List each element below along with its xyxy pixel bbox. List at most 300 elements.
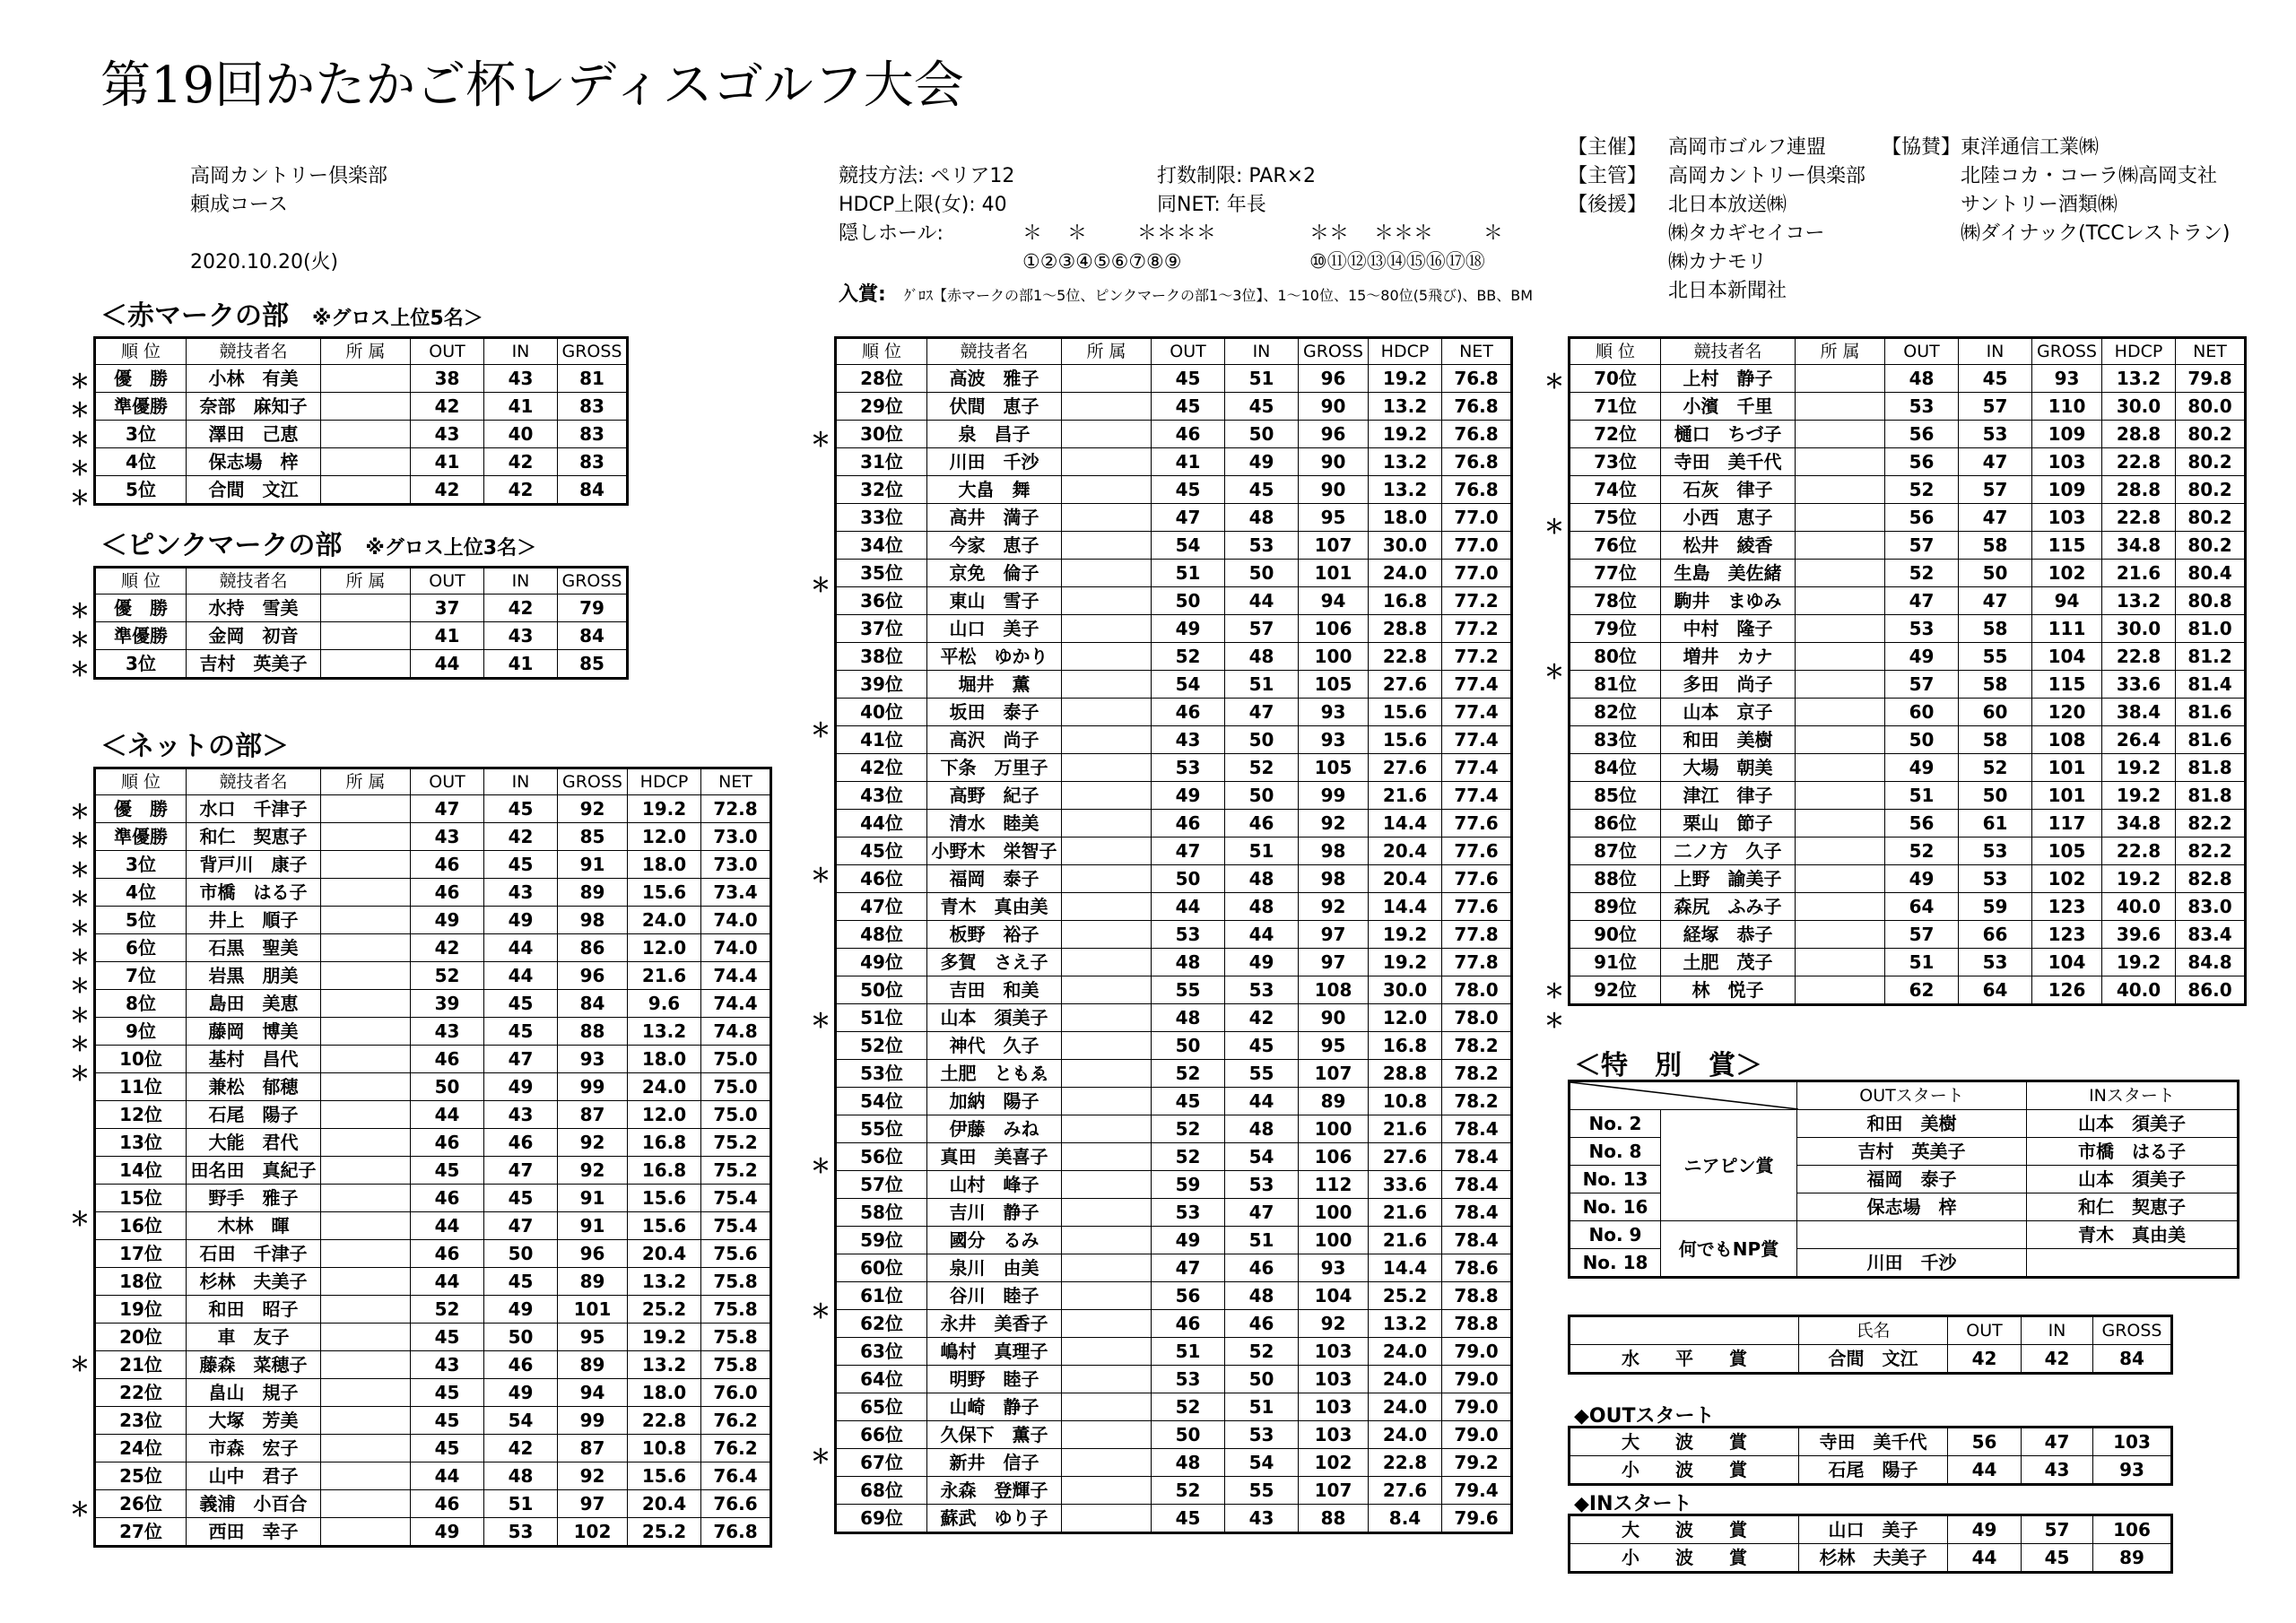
gross-cell: 93: [558, 1046, 628, 1073]
hdcp-cell: 19.2: [628, 795, 701, 823]
rank-cell: 23位: [95, 1407, 187, 1435]
rank-cell: 3位: [95, 421, 187, 448]
out-start-header: OUTスタート: [1797, 1081, 2027, 1110]
club-cell: [1796, 949, 1885, 976]
out-cell: 42: [411, 476, 484, 505]
prize-marker: ＊: [70, 487, 91, 510]
gross-cell: 92: [1299, 810, 1369, 838]
club-cell: [321, 1185, 411, 1212]
hdcp-cell: 12.0: [628, 934, 701, 962]
name-cell: 嶋村 真理子: [927, 1338, 1062, 1366]
name-cell: 高沢 尚子: [927, 726, 1062, 754]
net-cell: 74.4: [701, 990, 771, 1018]
out-cell: 46: [411, 1240, 484, 1268]
net-cell: 77.4: [1442, 726, 1512, 754]
rank-cell: 5位: [95, 476, 187, 505]
in-cell: 47: [1959, 504, 2032, 532]
in-cell: 52: [1225, 754, 1299, 782]
table-row: [836, 393, 1512, 421]
out-cell: 47: [1152, 838, 1225, 865]
out-header: OUT: [411, 338, 484, 365]
out-cell: 56: [1885, 810, 1959, 838]
rank-cell: 27位: [95, 1518, 187, 1547]
out-header: OUT: [1152, 338, 1225, 365]
rank-cell: 37位: [836, 615, 927, 643]
hdcp-cell: 14.4: [1369, 1254, 1442, 1282]
table-row: [95, 1435, 771, 1462]
hdcp-cell: 40.0: [2102, 976, 2176, 1005]
gross-cell: 101: [558, 1296, 628, 1324]
in-cell: 48: [1225, 1282, 1299, 1310]
in-cell: 60: [1959, 699, 2032, 726]
out-cell: 52: [1152, 1477, 1225, 1505]
in-cell: 46: [1225, 1254, 1299, 1282]
table-row: [1570, 365, 2246, 393]
gross-cell: 79: [558, 595, 628, 622]
hdcp-cell: 21.6: [1369, 1199, 1442, 1227]
rank-cell: 19位: [95, 1296, 187, 1324]
out-cell: 47: [1152, 504, 1225, 532]
net-cell: 77.0: [1442, 504, 1512, 532]
in-cell: 53: [484, 1518, 558, 1547]
table-row: [1570, 587, 2246, 615]
gross-cell: 91: [558, 851, 628, 879]
table-row: [1570, 893, 2246, 921]
prize-marker: ＊: [70, 1034, 91, 1057]
name-cell: 大場 朝美: [1661, 754, 1796, 782]
gross-cell: 112: [1299, 1171, 1369, 1199]
out-cell: 45: [411, 1407, 484, 1435]
hidden-hole-label: 隠しホール:: [839, 222, 944, 245]
hdcp-cell: 24.0: [1369, 1421, 1442, 1449]
out-cell: 46: [1152, 810, 1225, 838]
name-cell: 保志場 梓: [187, 448, 321, 476]
hdcp-cell: 22.8: [2102, 643, 2176, 671]
net-cell: 77.6: [1442, 865, 1512, 893]
out-cell: 56: [1885, 448, 1959, 476]
gross-cell: 102: [2032, 865, 2102, 893]
name-cell: 栗山 節子: [1661, 810, 1796, 838]
gross-cell: 107: [1299, 1477, 1369, 1505]
club-cell: [1796, 810, 1885, 838]
red-title: ＜赤マークの部: [100, 300, 289, 332]
prize-marker: ＊: [811, 1445, 831, 1469]
in-cell: 46: [484, 1351, 558, 1379]
hdcp-cell: 34.8: [2102, 810, 2176, 838]
name-cell: 兼松 郁穂: [187, 1073, 321, 1101]
rank-cell: 22位: [95, 1379, 187, 1407]
gross-cell: 92: [1299, 893, 1369, 921]
rank-cell: 28位: [836, 365, 927, 393]
out-cell: 43: [411, 1351, 484, 1379]
name-cell: 青木 真由美: [927, 893, 1062, 921]
name-cell: 樋口 ちづ子: [1661, 421, 1796, 448]
rank-cell: 64位: [836, 1366, 927, 1393]
gross-cell: 86: [558, 934, 628, 962]
club-cell: [321, 1324, 411, 1351]
hdcp-cell: 28.8: [2102, 476, 2176, 504]
name-header: 競技者名: [187, 768, 321, 795]
out-cell: 50: [1885, 726, 1959, 754]
rank-cell: 38位: [836, 643, 927, 671]
net-cell: 77.4: [1442, 699, 1512, 726]
out-cell: 52: [1152, 1393, 1225, 1421]
in-cell: 50: [484, 1240, 558, 1268]
table-row: [836, 1227, 1512, 1254]
table-row: [95, 393, 628, 421]
support-label: 【後援】: [1568, 194, 1648, 216]
in-cell: 49: [1225, 448, 1299, 476]
gross-cell: 101: [1299, 560, 1369, 587]
gross-cell: 126: [2032, 976, 2102, 1005]
out-cell: 44: [411, 1462, 484, 1490]
name-cell: 加納 陽子: [927, 1088, 1062, 1115]
gross-cell: 93: [1299, 726, 1369, 754]
out-cell: 47: [1885, 587, 1959, 615]
gross-header: GROSS: [558, 338, 628, 365]
net-cell: 77.6: [1442, 893, 1512, 921]
net-cell: 81.4: [2176, 671, 2246, 699]
pink-section-title: [100, 530, 537, 561]
rank-cell: 31位: [836, 448, 927, 476]
gross-cell: 90: [1299, 1004, 1369, 1032]
out-cell: 46: [411, 1185, 484, 1212]
in-cell: 51: [1225, 365, 1299, 393]
wave-in: 45: [2022, 1544, 2093, 1573]
name-cell: 寺田 美千代: [1661, 448, 1796, 476]
net-cell: 78.2: [1442, 1032, 1512, 1060]
club-header: 所 属: [321, 338, 411, 365]
gross-cell: 100: [1299, 1115, 1369, 1143]
rank-cell: 3位: [95, 851, 187, 879]
club-cell: [1062, 1032, 1152, 1060]
rank-cell: 44位: [836, 810, 927, 838]
gross-cell: 84: [558, 622, 628, 650]
host-label: 【主催】: [1568, 136, 1648, 159]
rank-cell: 87位: [1570, 838, 1661, 865]
name-cell: 和田 美樹: [1661, 726, 1796, 754]
hdcp-cell: 15.6: [628, 1462, 701, 1490]
in-cell: 42: [484, 448, 558, 476]
prize-marker: ＊: [70, 802, 91, 824]
table-row: [836, 1366, 1512, 1393]
rank-cell: 準優勝: [95, 622, 187, 650]
net-table-col1: [93, 767, 772, 1548]
gross-cell: 85: [558, 823, 628, 851]
name-cell: 山村 峰子: [927, 1171, 1062, 1199]
name-cell: 二ノ方 久子: [1661, 838, 1796, 865]
prize-marker: ＊: [70, 658, 91, 681]
in-cell: 46: [484, 1129, 558, 1157]
gross-cell: 123: [2032, 921, 2102, 949]
manager-label: 【主管】: [1568, 165, 1648, 187]
name-cell: 大畠 舞: [927, 476, 1062, 504]
hdcp-cell: 30.0: [2102, 615, 2176, 643]
gross-cell: 90: [1299, 448, 1369, 476]
hdcp-cell: 20.4: [1369, 838, 1442, 865]
gross-cell: 117: [2032, 810, 2102, 838]
out-cell: 54: [1152, 532, 1225, 560]
name-cell: 高野 紀子: [927, 782, 1062, 810]
hdcp-cell: 14.4: [1369, 810, 1442, 838]
out-header: OUT: [411, 768, 484, 795]
table-row: [836, 1254, 1512, 1282]
in-header: IN: [2022, 1316, 2093, 1345]
out-cell: 46: [1152, 421, 1225, 448]
name-cell: 吉田 和美: [927, 976, 1062, 1004]
hdcp-cell: 33.6: [2102, 671, 2176, 699]
prize-marker: ＊: [70, 947, 91, 969]
net-cell: 77.6: [1442, 810, 1512, 838]
prize-marker: ＊: [811, 1010, 831, 1033]
out-cell: 55: [1152, 976, 1225, 1004]
prize-marker: ＊: [70, 1498, 91, 1522]
club-cell: [321, 622, 411, 650]
in-cell: 42: [1225, 1004, 1299, 1032]
rank-cell: 26位: [95, 1490, 187, 1518]
gross-cell: 90: [1299, 393, 1369, 421]
table-row: [1570, 643, 2246, 671]
net-cell: 75.0: [701, 1101, 771, 1129]
hdcp-cell: 12.0: [628, 1101, 701, 1129]
in-cell: 54: [484, 1407, 558, 1435]
club-cell: [321, 1462, 411, 1490]
table-row: [1570, 754, 2246, 782]
gross-cell: 92: [558, 1157, 628, 1185]
hdcp-cell: 18.0: [628, 1379, 701, 1407]
club-cell: [1062, 1505, 1152, 1533]
in-cell: 54: [1225, 1143, 1299, 1171]
hdcp-cell: 13.2: [2102, 365, 2176, 393]
name-cell: 杉林 夫美子: [187, 1268, 321, 1296]
prize-marker: ＊: [70, 371, 91, 394]
gross-cell: 111: [2032, 615, 2102, 643]
out-cell: 59: [1152, 1171, 1225, 1199]
in-cell: 57: [1225, 615, 1299, 643]
in-wave-table: [1568, 1514, 2173, 1574]
name-cell: 金岡 初音: [187, 622, 321, 650]
wave-out: 44: [1948, 1544, 2022, 1573]
horizontal-prize-out: 42: [1948, 1345, 2022, 1374]
out-cell: 53: [1152, 921, 1225, 949]
in-cell: 44: [484, 934, 558, 962]
name-cell: 合間 文江: [187, 476, 321, 505]
in-cell: 53: [1225, 976, 1299, 1004]
name-cell: 久保下 薫子: [927, 1421, 1062, 1449]
name-cell: 坂田 泰子: [927, 699, 1062, 726]
in-cell: 58: [1959, 615, 2032, 643]
name-cell: 津江 律子: [1661, 782, 1796, 810]
table-row: [95, 1129, 771, 1157]
hdcp-cell: 26.4: [2102, 726, 2176, 754]
gross-cell: 96: [558, 962, 628, 990]
hdcp-cell: 15.6: [1369, 699, 1442, 726]
venue-club: 高岡カントリー倶楽部: [190, 165, 388, 187]
rank-cell: 34位: [836, 532, 927, 560]
in-cell: 53: [1959, 865, 2032, 893]
rank-cell: 77位: [1570, 560, 1661, 587]
net-cell: 80.2: [2176, 421, 2246, 448]
gross-cell: 108: [2032, 726, 2102, 754]
hdcp-cell: 18.0: [1369, 504, 1442, 532]
club-cell: [1062, 810, 1152, 838]
prize-marker: ＊: [70, 629, 91, 653]
name-cell: 野手 雅子: [187, 1185, 321, 1212]
table-row: [95, 1379, 771, 1407]
table-row: [836, 865, 1512, 893]
in-start-header: INスタート: [2027, 1081, 2239, 1110]
in-cell: 47: [484, 1046, 558, 1073]
hdcp-cell: 20.4: [628, 1240, 701, 1268]
rank-cell: 60位: [836, 1254, 927, 1282]
out-cell: 50: [1152, 587, 1225, 615]
in-cell: 51: [1225, 1227, 1299, 1254]
net-cell: 72.8: [701, 795, 771, 823]
name-cell: 石黒 聖美: [187, 934, 321, 962]
club-cell: [321, 1407, 411, 1435]
club-cell: [321, 934, 411, 962]
rank-cell: 18位: [95, 1268, 187, 1296]
gross-cell: 85: [558, 650, 628, 679]
in-cell: 48: [1225, 643, 1299, 671]
table-row: [836, 1199, 1512, 1227]
np-in: 市橋 はる子: [2027, 1138, 2239, 1166]
club-cell: [321, 1157, 411, 1185]
hdcp-cell: 10.8: [1369, 1088, 1442, 1115]
name-cell: 松井 綾香: [1661, 532, 1796, 560]
table-row: [1570, 448, 2246, 476]
in-cell: 47: [1225, 699, 1299, 726]
gross-cell: 89: [558, 1268, 628, 1296]
name-cell: 市橋 はる子: [187, 879, 321, 907]
net-cell: 77.8: [1442, 949, 1512, 976]
table-row: [95, 1268, 771, 1296]
out-cell: 37: [411, 595, 484, 622]
table-row: [95, 1490, 771, 1518]
club-cell: [1062, 1477, 1152, 1505]
red-note: ※グロス上位5名＞: [312, 308, 483, 330]
rank-cell: 42位: [836, 754, 927, 782]
table-row: [95, 448, 628, 476]
out-cell: 53: [1152, 754, 1225, 782]
gross-cell: 103: [1299, 1366, 1369, 1393]
prize-marker: ＊: [70, 830, 91, 854]
gross-cell: 105: [2032, 838, 2102, 865]
net-cell: 78.0: [1442, 1004, 1512, 1032]
out-cell: 48: [1885, 365, 1959, 393]
out-cell: 52: [1152, 643, 1225, 671]
net-cell: 79.0: [1442, 1338, 1512, 1366]
net-cell: 76.8: [1442, 421, 1512, 448]
hdcp-cell: 13.2: [1369, 1310, 1442, 1338]
net-cell: 81.8: [2176, 754, 2246, 782]
name-cell: 真田 美喜子: [927, 1143, 1062, 1171]
prize-marker: ＊: [70, 458, 91, 482]
hole-no: No. 2: [1570, 1110, 1661, 1138]
gross-header: GROSS: [558, 568, 628, 595]
club-cell: [1062, 1338, 1152, 1366]
gross-cell: 95: [558, 1324, 628, 1351]
rank-cell: 25位: [95, 1462, 187, 1490]
net-cell: 76.4: [701, 1462, 771, 1490]
hdcp-cell: 30.0: [2102, 393, 2176, 421]
name-cell: 蘇武 ゆり子: [927, 1505, 1062, 1533]
club-cell: [1062, 1393, 1152, 1421]
np-out: 吉村 英美子: [1797, 1138, 2027, 1166]
name-cell: 石灰 律子: [1661, 476, 1796, 504]
out-cell: 46: [411, 851, 484, 879]
net-cell: 75.2: [701, 1129, 771, 1157]
prize-marker: ＊: [70, 400, 91, 423]
anynp-in: 青木 真由美: [2027, 1221, 2239, 1249]
rank-cell: 29位: [836, 393, 927, 421]
gross-cell: 92: [1299, 1310, 1369, 1338]
name-cell: 國分 るみ: [927, 1227, 1062, 1254]
rank-cell: 82位: [1570, 699, 1661, 726]
club-cell: [1062, 782, 1152, 810]
gross-cell: 92: [558, 795, 628, 823]
net-cell: 76.8: [1442, 393, 1512, 421]
name-cell: 車 友子: [187, 1324, 321, 1351]
name-cell: 小野木 栄智子: [927, 838, 1062, 865]
gross-cell: 109: [2032, 476, 2102, 504]
hdcp-cell: 14.4: [1369, 893, 1442, 921]
name-cell: 林 悦子: [1661, 976, 1796, 1005]
gross-cell: 96: [1299, 365, 1369, 393]
in-cell: 47: [484, 1157, 558, 1185]
rank-cell: 74位: [1570, 476, 1661, 504]
hdcp-cell: 28.8: [2102, 421, 2176, 448]
club-cell: [1796, 393, 1885, 421]
out-cell: 48: [1152, 1004, 1225, 1032]
name-cell: 和田 昭子: [187, 1296, 321, 1324]
name-header: 競技者名: [1661, 338, 1796, 365]
name-cell: 伊藤 みね: [927, 1115, 1062, 1143]
hdcp-cell: 25.2: [1369, 1282, 1442, 1310]
out-cell: 46: [1152, 699, 1225, 726]
net-cell: 75.0: [701, 1073, 771, 1101]
club-cell: [1796, 532, 1885, 560]
net-cell: 74.4: [701, 962, 771, 990]
club-cell: [1062, 1421, 1152, 1449]
net-cell: 77.4: [1442, 782, 1512, 810]
wave-gross: 89: [2093, 1544, 2172, 1573]
prize-marker: ＊: [1544, 371, 1565, 394]
name-cell: 多賀 さえ子: [927, 949, 1062, 976]
club-cell: [1062, 393, 1152, 421]
table-row: [1570, 865, 2246, 893]
club-header: 所 属: [1796, 338, 1885, 365]
table-row: [95, 1351, 771, 1379]
net-cell: 78.4: [1442, 1115, 1512, 1143]
table-row: [836, 921, 1512, 949]
rank-cell: 54位: [836, 1088, 927, 1115]
out-cell: 53: [1885, 615, 1959, 643]
hole-no: No. 9: [1570, 1221, 1661, 1249]
in-cell: 47: [1959, 587, 2032, 615]
rank-cell: 61位: [836, 1282, 927, 1310]
net-cell: 76.2: [701, 1435, 771, 1462]
out-cell: 51: [1885, 782, 1959, 810]
host: 高岡市ゴルフ連盟: [1668, 136, 1827, 159]
prize-marker: ＊: [70, 859, 91, 882]
out-cell: 52: [1885, 560, 1959, 587]
out-cell: 52: [411, 962, 484, 990]
out-cell: 53: [1152, 1366, 1225, 1393]
rank-cell: 75位: [1570, 504, 1661, 532]
rank-header: 順 位: [95, 338, 187, 365]
out-cell: 49: [411, 907, 484, 934]
